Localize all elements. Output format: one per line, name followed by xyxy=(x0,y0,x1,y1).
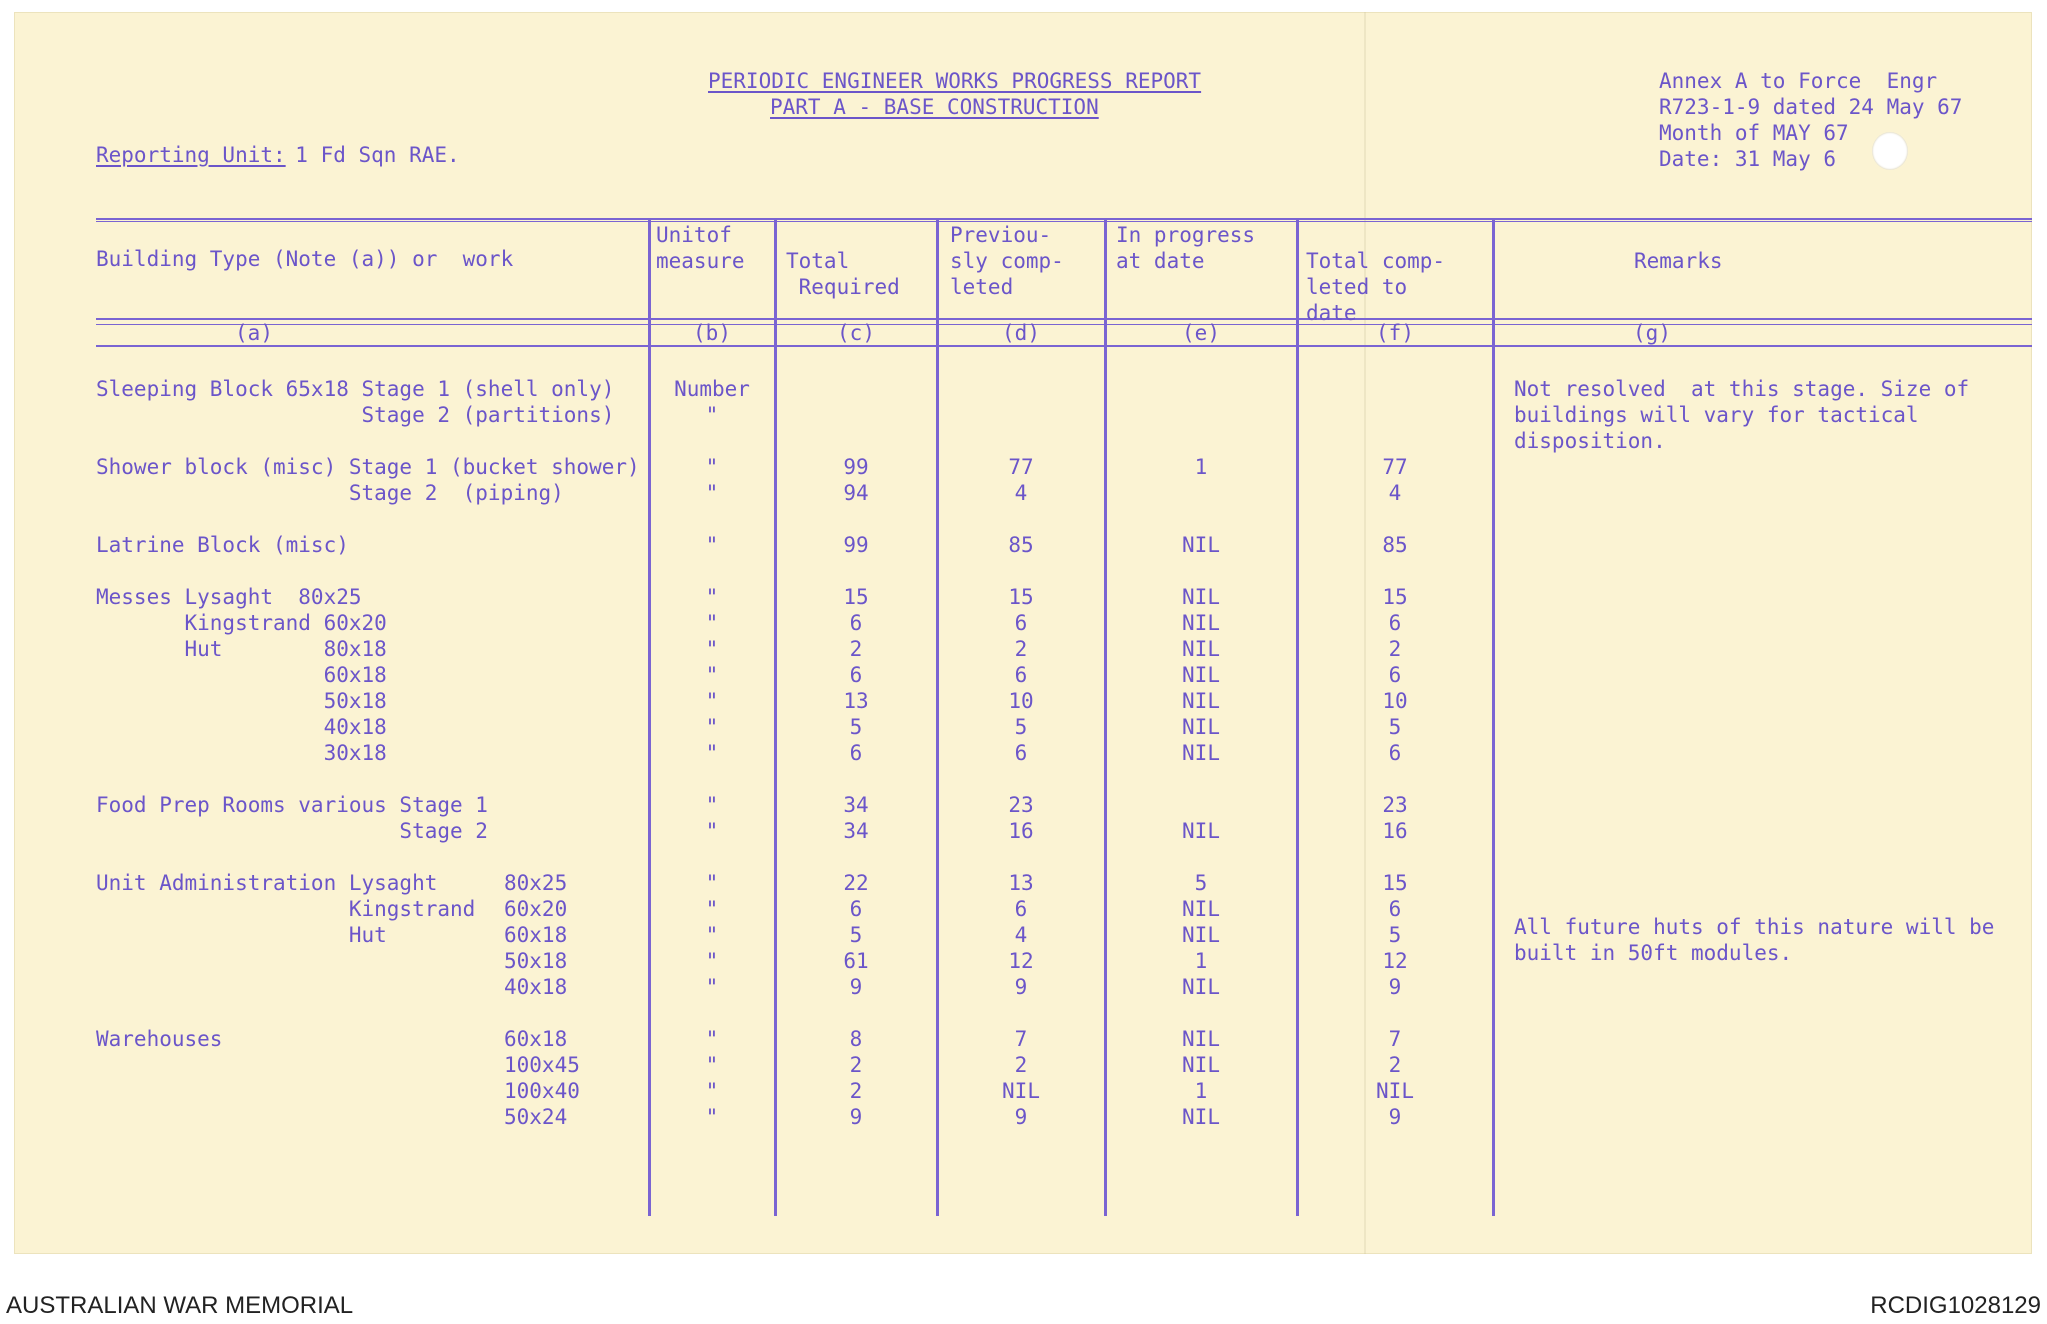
remark-line: buildings will vary for tactical xyxy=(1514,403,1919,427)
previously-completed: 12 xyxy=(1008,949,1034,973)
building-type: 50x18 xyxy=(96,689,387,713)
total-required: 6 xyxy=(849,741,863,765)
previously-completed: 9 xyxy=(1014,975,1028,999)
table-row xyxy=(14,1078,2032,1104)
table-row xyxy=(14,688,2032,714)
building-type: Latrine Block (misc) xyxy=(96,533,349,557)
total-required: 6 xyxy=(849,611,863,635)
total-required: 2 xyxy=(849,1079,863,1103)
table-row xyxy=(14,480,2032,506)
table-row xyxy=(14,714,2032,740)
in-progress: 1 xyxy=(1194,455,1208,479)
in-progress: NIL xyxy=(1182,1027,1220,1051)
column-header-b xyxy=(656,222,745,274)
building-size: 60x18 xyxy=(504,923,568,947)
column-header-line: date xyxy=(1306,301,1357,325)
table-row xyxy=(14,584,2032,610)
total-completed: 9 xyxy=(1388,975,1402,999)
building-type: 60x18 xyxy=(96,663,387,687)
total-completed: 7 xyxy=(1388,1027,1402,1051)
column-header-line: measure xyxy=(656,249,745,273)
column-letter: (a) xyxy=(235,321,273,345)
in-progress: NIL xyxy=(1182,611,1220,635)
column-header-line: In progress xyxy=(1116,223,1256,247)
previously-completed: 2 xyxy=(1014,637,1028,661)
table-row xyxy=(14,636,2032,662)
total-completed: 6 xyxy=(1388,611,1402,635)
unit-of-measure: Number xyxy=(674,377,750,401)
annex-line: Date: 31 May 6 xyxy=(1659,147,1837,171)
remark-line: built in 50ft modules. xyxy=(1514,941,1793,965)
building-size: 60x18 xyxy=(504,1027,568,1051)
column-header-line: Total comp- xyxy=(1306,249,1446,273)
unit-of-measure: " xyxy=(705,871,719,895)
column-header-line: sly comp- xyxy=(950,249,1064,273)
previously-completed: 13 xyxy=(1008,871,1034,895)
previously-completed: 15 xyxy=(1008,585,1034,609)
building-type: Food Prep Rooms various Stage 1 xyxy=(96,793,488,817)
table-row xyxy=(14,532,2032,558)
previously-completed: 6 xyxy=(1014,663,1028,687)
column-header-e xyxy=(1116,222,1255,274)
total-completed: 15 xyxy=(1382,585,1408,609)
total-required: 61 xyxy=(843,949,869,973)
building-type: Messes Lysaght 80x25 xyxy=(96,585,362,609)
table-row xyxy=(14,1026,2032,1052)
building-size: 100x45 xyxy=(504,1053,580,1077)
document-sheet xyxy=(14,12,2032,1254)
building-type: Unit Administration Lysaght xyxy=(96,871,438,895)
total-required: 99 xyxy=(843,455,869,479)
footer-left: AUSTRALIAN WAR MEMORIAL xyxy=(6,1292,354,1319)
unit-of-measure: " xyxy=(705,533,719,557)
in-progress: 1 xyxy=(1194,949,1208,973)
table-row xyxy=(14,974,2032,1000)
building-type: 30x18 xyxy=(96,741,387,765)
previously-completed: 6 xyxy=(1014,611,1028,635)
building-type: Sleeping Block 65x18 Stage 1 (shell only) xyxy=(96,377,615,401)
annex-block xyxy=(1659,68,1962,172)
column-header-line: leted xyxy=(950,275,1014,299)
column-letter: (d) xyxy=(1002,321,1040,345)
total-required: 15 xyxy=(843,585,869,609)
annex-line: Month of MAY 67 xyxy=(1659,121,1849,145)
unit-of-measure: " xyxy=(705,403,719,427)
column-header-g: Remarks xyxy=(1634,249,1723,273)
in-progress: NIL xyxy=(1182,689,1220,713)
building-type: Stage 2 (partitions) xyxy=(96,403,615,427)
remark-line: disposition. xyxy=(1514,429,1666,453)
unit-of-measure: " xyxy=(705,819,719,843)
total-completed: 5 xyxy=(1388,715,1402,739)
reporting-unit xyxy=(96,142,460,168)
total-completed: 2 xyxy=(1388,1053,1402,1077)
footer-right: RCDIG1028129 xyxy=(1870,1292,2041,1319)
unit-of-measure: " xyxy=(705,585,719,609)
total-required: 34 xyxy=(843,793,869,817)
table-row xyxy=(14,454,2032,480)
column-header-line: Previou- xyxy=(950,223,1052,247)
previously-completed: 23 xyxy=(1008,793,1034,817)
in-progress: NIL xyxy=(1182,1105,1220,1129)
total-required: 99 xyxy=(843,533,869,557)
total-completed: 77 xyxy=(1382,455,1408,479)
in-progress: 5 xyxy=(1194,871,1208,895)
building-type: Kingstrand xyxy=(96,897,476,921)
in-progress: NIL xyxy=(1182,533,1220,557)
total-completed: 9 xyxy=(1388,1105,1402,1129)
in-progress: NIL xyxy=(1182,819,1220,843)
in-progress: NIL xyxy=(1182,923,1220,947)
remark-block xyxy=(1514,376,1969,454)
total-completed: 5 xyxy=(1388,923,1402,947)
total-required: 5 xyxy=(849,923,863,947)
unit-of-measure: " xyxy=(705,1027,719,1051)
column-header-line: Required xyxy=(786,275,900,299)
column-header-line: Total xyxy=(786,249,850,273)
table-row xyxy=(14,1104,2032,1130)
remark-line: All future huts of this nature will be xyxy=(1514,915,1995,939)
unit-of-measure: " xyxy=(705,611,719,635)
previously-completed: 7 xyxy=(1014,1027,1028,1051)
unit-of-measure: " xyxy=(705,637,719,661)
annex-line: R723-1-9 dated 24 May 67 xyxy=(1659,95,1963,119)
in-progress: NIL xyxy=(1182,585,1220,609)
total-completed: 2 xyxy=(1388,637,1402,661)
total-required: 9 xyxy=(849,1105,863,1129)
building-type: Hut 80x18 xyxy=(96,637,387,661)
building-type: Hut xyxy=(96,923,387,947)
column-letter: (e) xyxy=(1182,321,1220,345)
unit-of-measure: " xyxy=(705,689,719,713)
total-required: 5 xyxy=(849,715,863,739)
building-size: 50x18 xyxy=(504,949,568,973)
column-header-c xyxy=(786,248,900,300)
report-subtitle: PART A - BASE CONSTRUCTION xyxy=(770,95,1099,119)
column-header-a: Building Type (Note (a)) or work xyxy=(96,247,514,271)
table-row xyxy=(14,870,2032,896)
unit-of-measure: " xyxy=(705,481,719,505)
table-top-rule xyxy=(96,218,2032,220)
total-required: 6 xyxy=(849,663,863,687)
previously-completed: NIL xyxy=(1002,1079,1040,1103)
previously-completed: 6 xyxy=(1014,741,1028,765)
unit-of-measure: " xyxy=(705,897,719,921)
total-completed: 4 xyxy=(1388,481,1402,505)
reporting-unit-label: Reporting Unit: xyxy=(96,143,286,167)
reporting-unit-value: 1 Fd Sqn RAE. xyxy=(295,143,460,167)
table-top-rule xyxy=(96,221,2032,222)
previously-completed: 2 xyxy=(1014,1053,1028,1077)
column-header-line: leted to xyxy=(1306,275,1408,299)
total-required: 34 xyxy=(843,819,869,843)
column-header-line: at date xyxy=(1116,249,1205,273)
total-required: 22 xyxy=(843,871,869,895)
table-row xyxy=(14,662,2032,688)
unit-of-measure: " xyxy=(705,1105,719,1129)
total-completed: 23 xyxy=(1382,793,1408,817)
in-progress: NIL xyxy=(1182,975,1220,999)
in-progress: NIL xyxy=(1182,715,1220,739)
total-completed: 6 xyxy=(1388,663,1402,687)
building-size: 60x20 xyxy=(504,897,568,921)
unit-of-measure: " xyxy=(705,663,719,687)
column-letter: (b) xyxy=(693,321,731,345)
unit-of-measure: " xyxy=(705,923,719,947)
building-type: Stage 2 xyxy=(96,819,488,843)
unit-of-measure: " xyxy=(705,1079,719,1103)
total-completed: 12 xyxy=(1382,949,1408,973)
previously-completed: 4 xyxy=(1014,481,1028,505)
total-required: 8 xyxy=(849,1027,863,1051)
previously-completed: 6 xyxy=(1014,897,1028,921)
in-progress: 1 xyxy=(1194,1079,1208,1103)
unit-of-measure: " xyxy=(705,975,719,999)
previously-completed: 16 xyxy=(1008,819,1034,843)
in-progress: NIL xyxy=(1182,663,1220,687)
unit-of-measure: " xyxy=(705,715,719,739)
in-progress: NIL xyxy=(1182,897,1220,921)
table-row xyxy=(14,1052,2032,1078)
punch-hole xyxy=(1872,132,1908,170)
total-completed: 16 xyxy=(1382,819,1408,843)
table-row xyxy=(14,792,2032,818)
column-letter: (c) xyxy=(837,321,875,345)
table-row xyxy=(14,740,2032,766)
unit-of-measure: " xyxy=(705,1053,719,1077)
total-completed: 15 xyxy=(1382,871,1408,895)
in-progress: NIL xyxy=(1182,1053,1220,1077)
building-size: 80x25 xyxy=(504,871,568,895)
column-header-d xyxy=(950,222,1064,300)
column-header-f xyxy=(1306,248,1445,326)
total-required: 94 xyxy=(843,481,869,505)
total-required: 2 xyxy=(849,1053,863,1077)
column-letter: (f) xyxy=(1376,321,1414,345)
building-type: Shower block (misc) Stage 1 (bucket shower) xyxy=(96,455,640,479)
total-required: 2 xyxy=(849,637,863,661)
previously-completed: 85 xyxy=(1008,533,1034,557)
unit-of-measure: " xyxy=(705,793,719,817)
previously-completed: 4 xyxy=(1014,923,1028,947)
total-completed: NIL xyxy=(1376,1079,1414,1103)
total-completed: 6 xyxy=(1388,897,1402,921)
building-size: 50x24 xyxy=(504,1105,568,1129)
total-completed: 6 xyxy=(1388,741,1402,765)
remark-block xyxy=(1514,914,1994,966)
total-required: 6 xyxy=(849,897,863,921)
total-required: 13 xyxy=(843,689,869,713)
previously-completed: 9 xyxy=(1014,1105,1028,1129)
in-progress: NIL xyxy=(1182,741,1220,765)
previously-completed: 77 xyxy=(1008,455,1034,479)
annex-line: Annex A to Force Engr xyxy=(1659,69,1938,93)
building-type: Kingstrand 60x20 xyxy=(96,611,387,635)
table-row xyxy=(14,610,2032,636)
building-size: 40x18 xyxy=(504,975,568,999)
column-header-line: Unitof xyxy=(656,223,732,247)
total-required: 9 xyxy=(849,975,863,999)
unit-of-measure: " xyxy=(705,455,719,479)
building-type: 40x18 xyxy=(96,715,387,739)
total-completed: 85 xyxy=(1382,533,1408,557)
unit-of-measure: " xyxy=(705,741,719,765)
unit-of-measure: " xyxy=(705,949,719,973)
in-progress: NIL xyxy=(1182,637,1220,661)
column-letter: (g) xyxy=(1633,321,1671,345)
remark-line: Not resolved at this stage. Size of xyxy=(1514,377,1970,401)
building-size: 100x40 xyxy=(504,1079,580,1103)
previously-completed: 10 xyxy=(1008,689,1034,713)
building-type: Stage 2 (piping) xyxy=(96,481,564,505)
report-title: PERIODIC ENGINEER WORKS PROGRESS REPORT xyxy=(708,69,1202,93)
previously-completed: 5 xyxy=(1014,715,1028,739)
table-row xyxy=(14,818,2032,844)
building-type: Warehouses xyxy=(96,1027,223,1051)
total-completed: 10 xyxy=(1382,689,1408,713)
